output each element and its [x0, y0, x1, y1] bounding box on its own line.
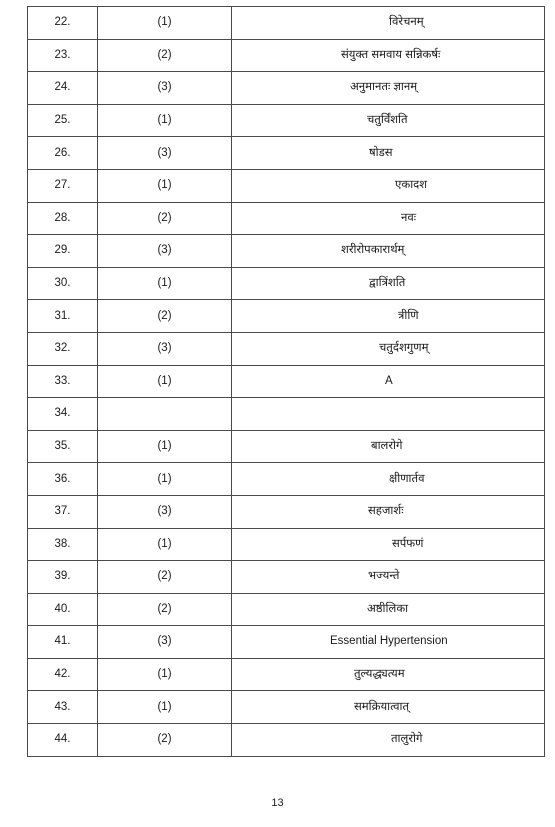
- table-row: [28, 300, 545, 333]
- question-number: 39.: [28, 561, 98, 594]
- answer-cell: [232, 398, 545, 431]
- answer-option: (3): [98, 235, 232, 268]
- table-row: [28, 169, 545, 202]
- answer-text: सहजार्शः: [368, 505, 404, 518]
- answer-option: (2): [98, 561, 232, 594]
- answer-cell: [232, 267, 545, 300]
- answer-cell: [232, 7, 545, 40]
- answer-option: (3): [98, 137, 232, 170]
- table-row: [28, 39, 545, 72]
- answer-option: (2): [98, 202, 232, 235]
- question-number: 43.: [28, 691, 98, 724]
- answer-text: नवः: [401, 211, 417, 224]
- answer-key-table: [27, 6, 545, 757]
- answer-option: (1): [98, 658, 232, 691]
- answer-option: (1): [98, 104, 232, 137]
- question-number: 22.: [28, 7, 98, 40]
- question-number: 44.: [28, 724, 98, 757]
- answer-option: (2): [98, 724, 232, 757]
- answer-text: अष्ठीलिका: [367, 602, 409, 615]
- answer-option: (1): [98, 365, 232, 398]
- table-row: [28, 137, 545, 170]
- table-row: [28, 104, 545, 137]
- answer-option: (1): [98, 528, 232, 561]
- answer-cell: [232, 626, 545, 659]
- question-number: 42.: [28, 658, 98, 691]
- question-number: 34.: [28, 398, 98, 431]
- page-number: 13: [271, 797, 284, 809]
- table-row: [28, 495, 545, 528]
- answer-option: (1): [98, 169, 232, 202]
- answer-text: तालुरोगे: [391, 733, 423, 746]
- question-number: 38.: [28, 528, 98, 561]
- question-number: 30.: [28, 267, 98, 300]
- answer-option: (1): [98, 430, 232, 463]
- table-row: [28, 430, 545, 463]
- answer-cell: [232, 365, 545, 398]
- answer-option: (2): [98, 300, 232, 333]
- table-row: [28, 365, 545, 398]
- answer-cell: [232, 300, 545, 333]
- answer-option: (2): [98, 593, 232, 626]
- answer-text: शरीरोपकारार्थम्: [341, 244, 405, 257]
- table-row: [28, 202, 545, 235]
- question-number: 31.: [28, 300, 98, 333]
- question-number: 41.: [28, 626, 98, 659]
- answer-cell: [232, 724, 545, 757]
- table-row: [28, 561, 545, 594]
- answer-text: A: [385, 374, 393, 387]
- question-number: 26.: [28, 137, 98, 170]
- answer-text: अनुमानतः ज्ञानम्: [350, 81, 418, 94]
- answer-text: चतुर्विंशति: [367, 113, 408, 126]
- question-number: 35.: [28, 430, 98, 463]
- answer-cell: [232, 72, 545, 105]
- question-number: 23.: [28, 39, 98, 72]
- answer-cell: [232, 593, 545, 626]
- table-row: [28, 267, 545, 300]
- answer-cell: [232, 39, 545, 72]
- answer-option: (1): [98, 691, 232, 724]
- table-row: [28, 593, 545, 626]
- question-number: 27.: [28, 169, 98, 202]
- answer-cell: [232, 430, 545, 463]
- answer-text: विरेचनम्: [389, 16, 424, 29]
- answer-cell: [232, 658, 545, 691]
- answer-text: भज्यन्ते: [368, 570, 400, 583]
- answer-cell: [232, 137, 545, 170]
- question-number: 33.: [28, 365, 98, 398]
- answer-cell: [232, 235, 545, 268]
- answer-text: Essential Hypertension: [330, 635, 448, 648]
- answer-option: (1): [98, 267, 232, 300]
- answer-option: (1): [98, 7, 232, 40]
- answer-text: समक्रियात्वात्: [354, 700, 410, 713]
- answer-option: (1): [98, 463, 232, 496]
- answer-text: सर्पफणं: [392, 537, 424, 550]
- table-row: [28, 398, 545, 431]
- answer-option: (2): [98, 39, 232, 72]
- answer-cell: [232, 528, 545, 561]
- answer-option: (3): [98, 626, 232, 659]
- table-row: [28, 7, 545, 40]
- answer-text: एकादश: [395, 179, 428, 192]
- table-row: [28, 724, 545, 757]
- answer-key-table-body: [28, 7, 545, 757]
- table-row: [28, 72, 545, 105]
- answer-cell: [232, 463, 545, 496]
- answer-option: (3): [98, 495, 232, 528]
- question-number: 32.: [28, 332, 98, 365]
- answer-text: चतुर्दशगुणम्: [379, 342, 429, 355]
- answer-option: (3): [98, 72, 232, 105]
- question-number: 36.: [28, 463, 98, 496]
- table-row: [28, 528, 545, 561]
- question-number: 37.: [28, 495, 98, 528]
- answer-text: त्रीणि: [398, 309, 419, 322]
- table-row: [28, 235, 545, 268]
- answer-cell: [232, 561, 545, 594]
- table-row: [28, 332, 545, 365]
- answer-text: षोडस: [369, 146, 393, 159]
- answer-cell: [232, 104, 545, 137]
- question-number: 28.: [28, 202, 98, 235]
- answer-text: संयुक्त समवाय सन्निकर्षः: [341, 48, 441, 61]
- answer-text: बालरोगे: [371, 439, 403, 452]
- answer-cell: [232, 332, 545, 365]
- answer-text: द्वात्रिंशति: [369, 276, 406, 289]
- table-row: [28, 658, 545, 691]
- question-number: 25.: [28, 104, 98, 137]
- table-row: [28, 463, 545, 496]
- answer-text: तुल्यद्ध्यत्यम: [354, 668, 405, 681]
- question-number: 40.: [28, 593, 98, 626]
- answer-cell: [232, 202, 545, 235]
- answer-option: (3): [98, 332, 232, 365]
- table-row: [28, 691, 545, 724]
- question-number: 24.: [28, 72, 98, 105]
- question-number: 29.: [28, 235, 98, 268]
- answer-cell: [232, 495, 545, 528]
- answer-cell: [232, 169, 545, 202]
- table-row: [28, 626, 545, 659]
- answer-text: क्षीणार्तव: [389, 472, 425, 485]
- answer-cell: [232, 691, 545, 724]
- answer-option: [98, 398, 232, 431]
